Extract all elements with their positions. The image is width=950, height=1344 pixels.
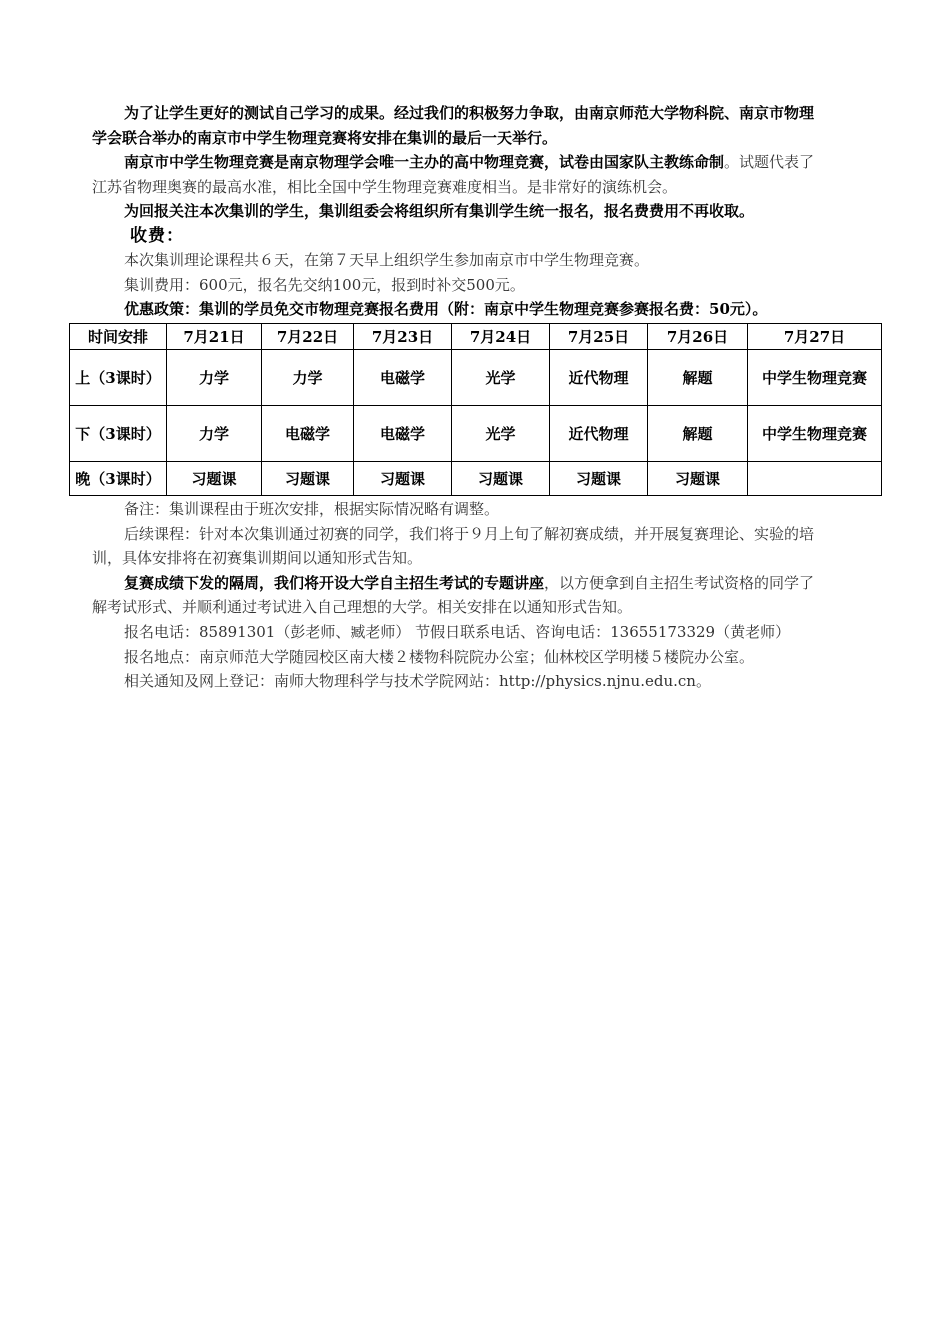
remark-line: 备注：集训课程由于班次安排，根据实际情况略有调整。 [124, 500, 500, 518]
table-cell: 习题课 [452, 462, 550, 496]
intro-paragraph-3: 为回报关注本次集训的学生，集训组委会将组织所有集训学生统一报名，报名费费用不再收取。 [124, 202, 755, 221]
lecture-rest: ，以方便拿到自主招生考试资格的同学了解考试形式、并顺利通过考试进入自己理想的大学。相关安排在以通知形式告知。 [92, 573, 815, 617]
lecture-paragraph [92, 571, 817, 620]
header-cell: 时间安排 [70, 324, 167, 350]
table-cell: 习题课 [262, 462, 354, 496]
table-cell: 习题课 [167, 462, 262, 496]
table-cell: 电磁学 [262, 406, 354, 462]
table-row [70, 462, 882, 496]
table-row [70, 350, 882, 406]
table-cell: 电磁学 [354, 406, 452, 462]
header-cell: 7月27日 [748, 324, 882, 350]
row-label: 晚（3课时） [70, 462, 167, 496]
table-cell: 中学生物理竞赛 [748, 350, 882, 406]
header-cell: 7月25日 [550, 324, 648, 350]
table-cell: 力学 [167, 406, 262, 462]
table-cell: 电磁学 [354, 350, 452, 406]
intro-paragraph-1: 为了让学生更好的测试自己学习的成果。经过我们的积极努力争取，由南京师范大学物科院、南京市物理学会联合举办的南京市中学生物理竞赛将安排在集训的最后一天举行。 [92, 104, 815, 147]
table-cell: 光学 [452, 406, 550, 462]
website-line: 相关通知及网上登记：南师大物理科学与技术学院网站：http://physics.njnu.edu.cn。 [124, 672, 711, 691]
followup-paragraph: 后续课程：针对本次集训通过初赛的同学，我们将于９月上旬了解初赛成绩，并开展复赛理论、实验的培训，具体安排将在初赛集训期间以通知形式告知。 [92, 524, 815, 568]
intro-paragraph-2-rest: 。试题代表了江苏省物理奥赛的最高水准，相比全国中学生物理竞赛难度相当。是非常好的演练机会。 [92, 153, 815, 196]
table-cell: 近代物理 [550, 350, 648, 406]
row-label: 上（3课时） [70, 350, 167, 406]
table-cell: 光学 [452, 350, 550, 406]
table-cell: 中学生物理竞赛 [748, 406, 882, 462]
intro-paragraph-2-bold: 南京市中学生物理竞赛是南京物理学会唯一主办的高中物理竞赛，试卷由国家队主教练命制 [124, 153, 725, 172]
location-line: 报名地点：南京师范大学随园校区南大楼２楼物科院院办公室；仙林校区学明楼５楼院办公室。 [124, 647, 755, 666]
header-cell: 7月24日 [452, 324, 550, 350]
lecture-bold: 复赛成绩下发的隔周，我们将开设大学自主招生考试的专题讲座 [124, 573, 545, 592]
table-cell: 力学 [262, 350, 354, 406]
intro-section [92, 101, 817, 322]
schedule-header-row [70, 324, 882, 350]
table-cell [748, 462, 882, 496]
fees-line-2: 集训费用：600元，报名先交纳100元，报到时补交500元。 [124, 275, 525, 294]
table-cell: 解题 [648, 350, 748, 406]
schedule-table [69, 323, 882, 496]
table-cell: 解题 [648, 406, 748, 462]
table-cell: 习题课 [354, 462, 452, 496]
table-cell: 近代物理 [550, 406, 648, 462]
table-cell: 习题课 [648, 462, 748, 496]
fees-heading: 收费： [130, 225, 184, 246]
table-row [70, 406, 882, 462]
notes-section [92, 497, 817, 694]
header-cell: 7月23日 [354, 324, 452, 350]
row-label: 下（3课时） [70, 406, 167, 462]
header-cell: 7月22日 [262, 324, 354, 350]
table-cell: 力学 [167, 350, 262, 406]
phone-line: 报名电话：85891301（彭老师、臧老师） 节假日联系电话、咨询电话：13655173329（黄老师） [124, 622, 791, 641]
header-cell: 7月21日 [167, 324, 262, 350]
table-cell: 习题课 [550, 462, 648, 496]
fees-line-3: 优惠政策：集训的学员免交市物理竞赛报名费用（附：南京中学生物理竞赛参赛报名费：50元）。 [124, 300, 768, 319]
header-cell: 7月26日 [648, 324, 748, 350]
fees-line-1: 本次集训理论课程共６天，在第７天早上组织学生参加南京市中学生物理竞赛。 [124, 250, 650, 269]
intro-paragraph-2 [92, 150, 817, 199]
